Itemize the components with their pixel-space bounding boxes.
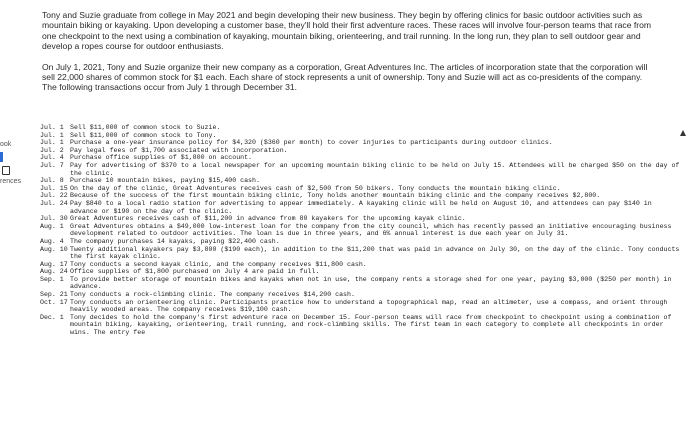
transaction-date: Jul. 1 [40,139,64,147]
sidebar-ebook-label[interactable]: ook [0,141,12,148]
transaction-description: Pay for advertising of $370 to a local newspaper for an upcoming mountain biking clinic to be held on July 15. Attendees will be charged $50 on the day of the clinic. [70,161,680,177]
transaction-row [40,238,680,246]
transaction-row [40,299,680,314]
transaction-date: Jul. 22 [40,192,68,200]
transaction-description: Tony conducts a second kayak clinic, and the company receives $11,800 cash. [70,260,367,268]
transaction-date: Jul. 7 [40,161,64,169]
transaction-date: Aug. 4 [40,237,64,245]
sidebar-selected-marker [0,152,3,162]
transaction-row [40,124,680,132]
transaction-date: Jul. 1 [40,131,64,139]
transaction-description: Tony conducts a rock-climbing clinic. The company receives $14,200 cash. [70,291,355,299]
left-sidebar [0,0,28,446]
transaction-row [40,132,680,140]
transaction-description: Because of the success of the first mountain biking clinic, Tony holds another mountain biking clinic and the company receives $2,800. [70,192,601,200]
transaction-date: Aug. 24 [40,268,68,276]
transaction-row [40,162,680,177]
transaction-description: Purchase office supplies of $1,800 on account. [70,154,253,162]
transaction-row [40,192,680,200]
transaction-description: Tony conducts an orienteering clinic. Participants practice how to understand a topographical map, read an altimeter, use a compass, and orient through heavily wooded areas. The company receives $19,100 cash. [70,298,668,314]
transaction-date: Dec. 1 [40,313,64,321]
transaction-row [40,185,680,193]
transaction-date: Oct. 17 [40,298,68,306]
transaction-date: Sep. 1 [40,275,64,283]
transaction-description: The company purchases 14 kayaks, paying $22,400 cash. [70,237,280,245]
transaction-row [40,223,680,238]
transaction-row [40,276,680,291]
transaction-description: Tony decides to hold the company's first adventure race on December 15. Four-person teams will race from checkpoint to checkpoint using a combination of mountain biking, kayaking, orienteering, trail running, and rock-climbing skills. The first team in each category to complete all checkpoints in order wins. The entry fee [70,313,672,337]
transaction-row [40,268,680,276]
transaction-date: Aug. 17 [40,260,68,268]
transaction-row [40,246,680,261]
transaction-description: Great Adventures obtains a $49,000 low-interest loan for the company from the city council, which has recently passed an initiative encouraging business development related to outdoor activities. The loan is due in three years, and 6% annual interest is due each year on July 31. [70,222,672,238]
transaction-date: Jul. 24 [40,199,68,207]
problem-intro [42,10,654,103]
transaction-row [40,154,680,162]
transactions-list [40,124,680,337]
transaction-description: Pay legal fees of $1,700 associated with incorporation. [70,146,288,154]
intro-paragraph-2: On July 1, 2021, Tony and Suzie organize their new company as a corporation, Great Adventures Inc. The articles of incorporation state that the corporation will sell 22,000 shares of common stock for $1 each. Each share of stock represents a unit of ownership. Tony and Suzie will act as co-presidents of the company. The following transactions occur from July 1 through December 31. [42,61,648,93]
references-icon[interactable] [2,166,10,175]
transaction-date: Jul. 4 [40,154,64,162]
transaction-description: Great Adventures receives cash of $11,200 in advance from 80 kayakers for the upcoming kayak clinic. [70,215,466,223]
transaction-row [40,291,680,299]
transaction-date: Jul. 1 [40,124,64,131]
transaction-row [40,215,680,223]
transaction-date: Jul. 15 [40,184,68,192]
transaction-row [40,200,680,215]
cursor-arrow-icon [680,130,686,136]
transaction-description: Purchase a one-year insurance policy for $4,320 ($360 per month) to cover injuries to participants during outdoor clinics. [70,139,553,147]
transaction-row [40,261,680,269]
transaction-row [40,314,680,337]
transaction-row [40,139,680,147]
intro-paragraph-1: Tony and Suzie graduate from college in May 2021 and begin developing their new business. They begin by offering clinics for basic outdoor activities such as mountain biking or kayaking. Upon developing a customer base, they'll hold their first adventure races. These races will involve four-person teams that race from one checkpoint to the next using a combination of kayaking, mountain biking, orienteering, and trail running. In the long run, they plan to sell outdoor gear and develop a ropes course for outdoor enthusiasts. [42,10,652,52]
transaction-description: Office supplies of $1,800 purchased on July 4 are paid in full. [70,268,320,276]
transaction-date: Aug. 10 [40,245,68,253]
transaction-description: Pay $840 to a local radio station for advertising to appear immediately. A kayaking clinic will be held on August 10, and attendees can pay $140 in advance or $190 on the day of the clinic. [70,199,652,215]
transaction-description: Purchase 10 mountain bikes, paying $15,400 cash. [70,177,260,185]
transaction-description: Sell $11,000 of common stock to Suzie. [70,124,221,131]
transaction-date: Jul. 2 [40,146,64,154]
transaction-date: Sep. 21 [40,291,68,299]
transaction-row [40,177,680,185]
transaction-row [40,147,680,155]
transaction-description: Sell $11,000 of common stock to Tony. [70,131,217,139]
transaction-description: On the day of the clinic, Great Adventures receives cash of $2,500 from 50 bikers. Tony conducts the mountain biking clinic. [70,184,561,192]
transaction-date: Aug. 1 [40,222,64,230]
transaction-description: Twenty additional kayakers pay $3,800 ($190 each), in addition to the $11,200 that was paid in advance on July 30, on the day of the clinic. Tony conducts the first kayak clinic. [70,245,680,261]
transaction-date: Jul. 8 [40,177,64,185]
transaction-description: To provide better storage of mountain bikes and kayaks when not in use, the company rents a storage shed for one year, paying $3,000 ($250 per month) in advance. [70,275,672,291]
transaction-date: Jul. 30 [40,215,68,223]
sidebar-references-label[interactable]: rences [0,178,22,185]
